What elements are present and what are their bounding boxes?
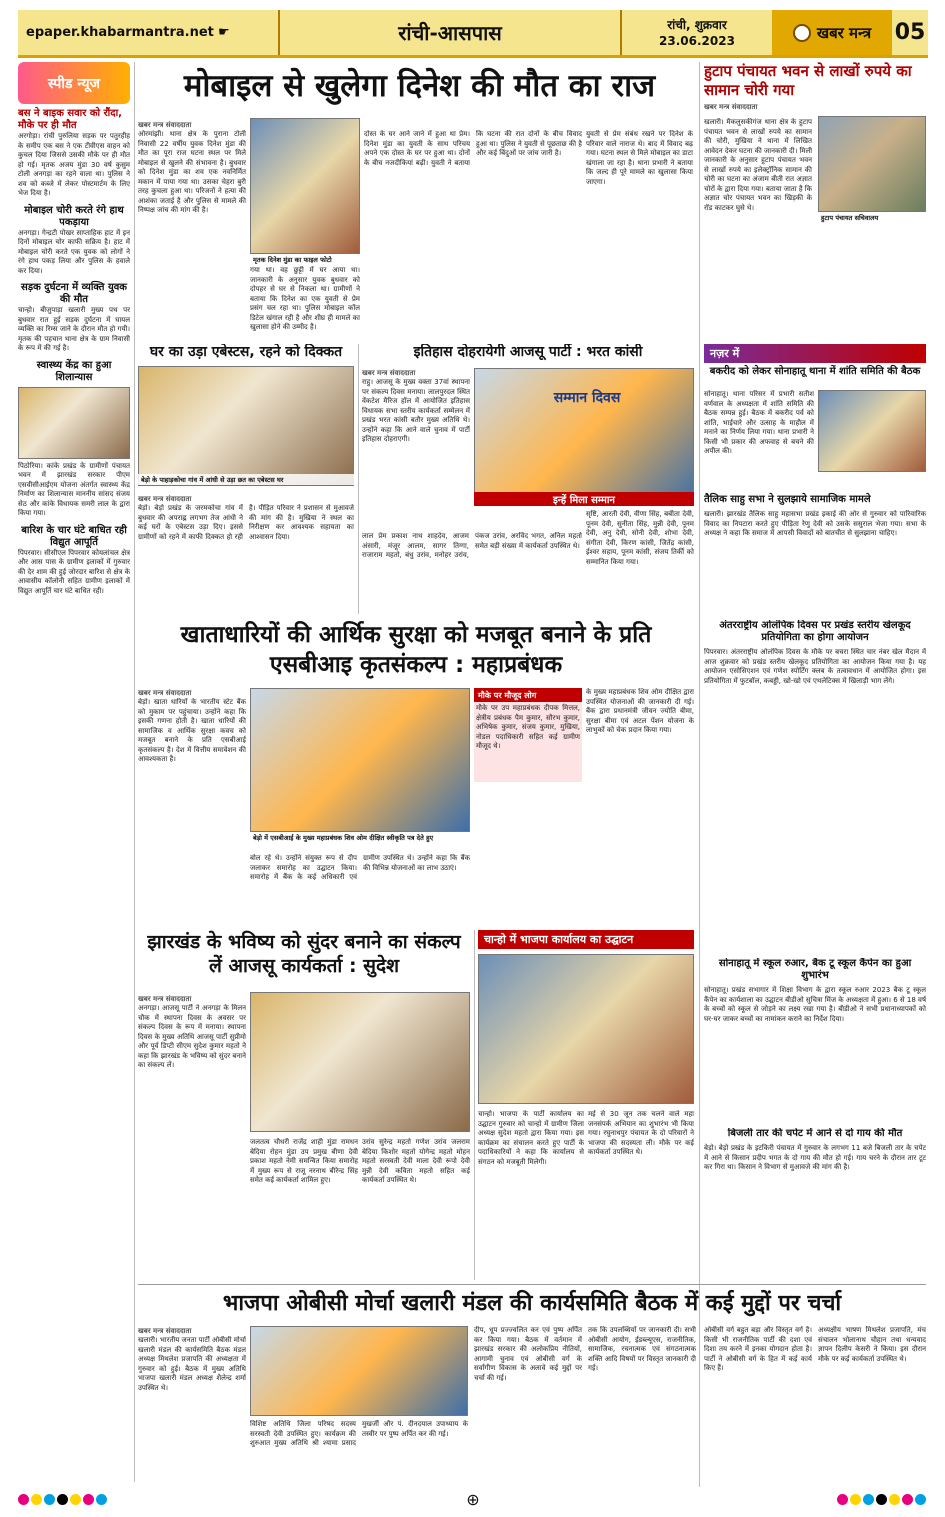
panchayat-photo — [818, 116, 926, 212]
registration-color-dot — [70, 1494, 81, 1505]
speed-item-body: अनगड़ा। गेन्द्रटी पोखर साप्ताहिक हाट में इन दिनों मोबाइल चोर काफी सक्रिय है। हाट में मोबाइल चोरी करते एक युवक को लोगों ने रंगे हाथ पकड़ लिया और पुलिस के हवाले कर दिया। — [18, 228, 130, 275]
cursor-icon: ☛ — [218, 25, 230, 40]
sbi-story — [138, 686, 694, 916]
byline: खबर मन्त्र संवाददाता — [138, 495, 192, 503]
sudesh-body-2: जलतत्व चौधरी राजेंद्र शाही मुंडा रामधन बेदिया रोहन मुंडा उप प्रमुख बीणा देवी प्रकाश महतो नेमी समन्वित किया समारोह में मुख्य रूप से राजू नरनाथ बीरेन्द्र सिंह समेत कई कार्यकर्ता शामिल हुए। — [250, 1138, 358, 1184]
ajsu-body-3: सृष्टि, आरती देवी, वीणा सिंह, बबीता देवी, पूनम देवी, सुनीता सिंह, मुन्नी देवी, पूनम देवी, अनु देवी, सोनी देवी, शोभा देवी, संगीता देवी, किरण कांसी, जितेंद्र कांसी, ईश्वर सहाय, पूनम कांसी, संजय तिर्की को सम्मानित किया गया। — [586, 510, 694, 566]
obc-photo — [250, 1326, 468, 1416]
speed-item-title: सड़क दुर्घटना में व्यक्ति युवक की मौत — [20, 282, 127, 305]
obc-story — [138, 1324, 926, 1484]
sudesh-body-1: अनगड़ा। आजसू पार्टी ने अनगड़ा के मिलन चौक में स्थापना दिवस के अवसर पर संकल्प दिवस के रूप में मनाया। स्थापना दिवस के मुख्य अतिथि आजसू पार्टी सुप्रीमो और पूर्व डिप्टी सीएम सुदेश कुमार महतो ने कहा कि झारखंड के भविष्य को सुंदर बनाने का संकल्प लें। — [138, 1004, 246, 1069]
print-registration-footer — [18, 1488, 928, 1510]
byline: खबर मन्त्र संवाददाता — [138, 689, 192, 697]
speed-item-body: अरगोड़ा। रांची पुरुलिया सड़क पर पतुरहीह के समीप एक बस ने एक टीवीएस वाहन को कुचल दिया जिससे उसकी मौके पर ही मौत हो गई। मृतक अजय मुंडा 30 वर्ष कुसुम टोली अनगड़ा का रहने वाला था। पुलिस ने शव को कब्जे में लेकर पोस्टमार्टम के लिए भेज दिया है। — [18, 132, 130, 197]
date: 23.06.2023 — [659, 33, 735, 48]
obc-body-1: खलारी। भारतीय जनता पार्टी ओबीसी मोर्चा खलारी मंडल की कार्यसमिति बैठक मंडल अध्यक्ष मिथलेश प्रजापति की अध्यक्षता में गुरुवार को हुई। बैठक में मुख्य अतिथि भाजपा खलारी मंडल अध्यक्ष शैलेन्द्र शर्मा उपस्थित थे। — [138, 1336, 246, 1392]
registration-mark-icon: ⊕ — [466, 1489, 480, 1509]
obc-body-5: ओबीसी वर्ग बहुत बड़ा और विस्तृत वर्ग है। किसी भी राजनीतिक पार्टी की दशा एवं दिशा तय करने में इनका योगदान होता है। पार्टी ने ओबीसी वर्ग के हित में कई कार्य किए हैं। — [704, 1326, 812, 1372]
registration-color-dot — [837, 1494, 848, 1505]
ajsu-headline: इतिहास दोहरायेगी आजसू पार्टी : भरत कांसी — [413, 344, 643, 360]
logo-icon — [793, 24, 811, 42]
site-url[interactable]: epaper.khabarmantra.net — [26, 25, 214, 40]
asbestos-body: बेड़ो। बेड़ो प्रखंड के जरमकोचा गांव में बुधवार की अपराह्न लगभग तेज आंधी ने कई घरों के एबेस्टस उड़ा दिए। इससे ग्रामीणों को रहने में काफी दिक्कत हो रही है। पीड़ित परिवार ने प्रशासन से मुआवजे की मांग की है। मुखिया ने स्थल का निरीक्षण कर आवश्यक सहायता का आश्वासन दिया। — [138, 504, 354, 541]
section-title: रांची-आसपास — [278, 10, 622, 55]
photo-caption: इन्हें मिला सम्मान — [474, 492, 694, 506]
registration-color-dot — [44, 1494, 55, 1505]
nazar-section — [704, 344, 926, 614]
sudesh-body-3: उरांव सुरेन्द्र महतो गणेश उरांव जलराम बेदिया किशोर महतो योगेन्द्र महतो मोहन महतो सरस्वती देवी माला देवी रूपो देवी मुन्नी देवी कविता महतो सहित कई कार्यकर्ता उपस्थित थे। — [362, 1138, 470, 1184]
obc-body-6: अध्यक्षीय भाषण मिथलेश प्रजापति, मंच संचालन भोलानाथ चौहान तथा धन्यवाद ज्ञापन दिलीप केसरी ने किया। इस दौरान मौके पर कई कार्यकर्ता उपस्थित थे। — [818, 1326, 926, 1363]
sbi-headline: खाताधारियों की आर्थिक सुरक्षा को मजबूत बनाने के प्रति एसबीआइ कृतसंकल्प : महाप्रबंधक — [180, 622, 652, 678]
nazar-body: सोनाहातू। थाना परिसर में प्रभारी सतीश वर्णवाल के अध्यक्षता में शांति समिति की बैठक सम्पन्न हुई। बैठक में बकरीद पर्व को शांति, भाईचारे और उत्साह के माहौल में मनाने का निर्णय लिया गया। थाना प्रभारी ने किसी भी प्रकार की अफवाह से बचने की अपील की। — [704, 390, 814, 455]
obc-body-2: विशिष्ट अतिथि जिला परिषद सदस्य सरस्वती देवी उपस्थित हुए। कार्यक्रम की शुरुआत मुख्य अतिथि श्री श्यामा प्रसाद मुखर्जी और पं. दीनदयाल उपाध्याय के तस्वीर पर पुष्प अर्पित कर की गई। — [250, 1420, 468, 1447]
nazar-tag: नज़र में — [704, 344, 926, 363]
sbi-body-3: के मुख्य महाप्रबंधक शिव ओम दीक्षित द्वारा उपस्थित योजनाओं की जानकारी दी गई। बैंक द्वारा प्रधानमंत्री जीवन ज्योति बीमा, सुरक्षा बीमा एवं अटल पेंशन योजना के लाभुकों को चेक प्रदान किया गया। — [586, 688, 694, 734]
brand-name: खबर मन्त्र — [816, 23, 872, 42]
asbestos-photo — [138, 366, 354, 486]
lead-body-2: गया था। वह छुट्टी में घर आया था। जानकारी के अनुसार युवक बुधवार को दोपहर से घर से निकला था। ग्रामीणों ने बताया कि दिनेश का एक युवती से प्रेम प्रसंग चल रहा था। पुलिस मोबाइल कॉल डिटेल खंगाल रही है और शीघ्र ही मामले का खुलासा होने की उम्मीद है। — [250, 266, 360, 331]
registration-color-dot — [876, 1494, 887, 1505]
photo-caption: बेड़ो के पाहाड़कोचा गांव में आंधी से उड़ा छत का एबेस्टस घर — [138, 474, 354, 485]
registration-color-dot — [96, 1494, 107, 1505]
lead-body-3: दोस्त के घर आने जाने में हुआ था प्रेम। दिनेश मुंडा का युवती के साथ परिचय अपने एक दोस्त के घर पर हुआ था। दोनों के बीच नजदीकियां बढ़ी। युवती ने बताया कि घटना की रात दोनों के बीच विवाद हुआ था। पुलिस ने युवती से पूछताछ की है और कई बिंदुओं पर जांच जारी है। — [364, 130, 582, 167]
theft-body: खलारी। मैकलुसकीगंज थाना क्षेत्र के हुटाप पंचायत भवन से लाखों रुपये का सामान की चोरी, मुखिया ने थाना में लिखित आवेदन देकर घटना की जानकारी दी। मिली जानकारी के अनुसार हुटाप पंचायत भवन से लाखों रुपये का इलेक्ट्रॉनिक सामान की चोरी का घटना का अंजाम बीती रात अज्ञात चोरों के द्वारा दिया गया। बताया जाता है कि अज्ञात चोर पंचायत भवन का खिड़की के रॉड काटकर घुसे थे। — [704, 118, 812, 212]
nazar-headline: बकरीद को लेकर सोनाहातू थाना में शांति समिति की बैठक — [709, 366, 921, 377]
theft-headline: हुटाप पंचायत भवन से लाखों रुपये का सामान चोरी गया — [704, 62, 912, 99]
page-number: 05 — [894, 20, 926, 45]
registration-color-dot — [863, 1494, 874, 1505]
red-body: मौके पर उप महाप्रबंधक दीपक मित्तल, क्षेत्रीय प्रबंधक पैम कुमार, सौरभ कुमार, अभिषेक कुमार, संजय कुमार, मुखिया, नोडल पदाधिकारी सहित कई ग्रामीण मौजूद थे। — [474, 702, 582, 782]
registration-color-dot — [18, 1494, 29, 1505]
photo-caption: हुटाप पंचायत सचिवालय — [818, 212, 926, 223]
sudesh-headline: झारखंड के भविष्य को सुंदर बनाने का संकल्प लें आजसू कार्यकर्ता : सुदेश — [147, 931, 461, 977]
speed-item-title: स्वास्थ्य केंद्र का हुआ शिलान्यास — [36, 359, 112, 383]
brand-logo — [772, 10, 892, 55]
speed-item-title: मोबाइल चोरी करते रंगे हाथ पकड़ाया — [24, 204, 124, 228]
lead-photo — [250, 118, 360, 254]
registration-color-dot — [31, 1494, 42, 1505]
speed-item-body: पिपरवार। सीसीएल पिपरवार कोयलांचल क्षेत्र और आस पास के ग्रामीण इलाकों में गुरुवार की देर शाम की हुई जोरदार बारिश से क्षेत्र के आवासीय कॉलोनी सहित ग्रामीण इलाकों में विद्युत आपूर्ति चार घंटे बाधित रही। — [18, 548, 130, 595]
electric-headline: बिजली तार की चपेट में आने से दो गाय की मौत — [727, 1128, 903, 1139]
ajsu-body-1: राहु। आजसू के मुख्य वक्ता 37वां स्थापना पर संकल्प दिवस मनाया। लालपुरदल स्थित वेंकटेश मैरिज हॉल में आयोजित इतिहास विधायक सभा स्तरीय कार्यकर्ता सम्मेलन में प्रखंड भरत कांसी बतौर मुख्य अतिथि थे। उन्होंने कहा कि आने वाले चुनाव में पार्टी इतिहास दोहराएगी। — [362, 378, 470, 443]
registration-color-dot — [902, 1494, 913, 1505]
sbi-body-2: बोल रहे थे। उन्होंने संयुक्त रूप से दीप जलाकर समारोह का उद्घाटन किया। समारोह में बैंक के कई अधिकारी एवं ग्रामीण उपस्थित थे। उन्होंने कहा कि बैंक की विभिन्न योजनाओं का लाभ उठाएं। — [250, 854, 470, 881]
color-dots-left — [18, 1490, 109, 1509]
school-body: सोनाहातू। प्रखंड सभागार में शिक्षा विभाग के द्वारा स्कूल रुआर 2023 बैक टू स्कूल कैंपेन का कार्यशाला का उद्घाटन बीडीओ सुचित्रा मिंज के अध्यक्षता में हुआ। 6 से 18 वर्ष के बच्चों को स्कूल से जोड़ने का लक्ष्य रखा गया है। बीडीओ ने सभी प्रधानाध्यापकों को घर-घर जाकर बच्चों का नामांकन कराने का निर्देश दिया। — [704, 986, 926, 1023]
page-header — [18, 10, 928, 58]
registration-color-dot — [889, 1494, 900, 1505]
registration-color-dot — [850, 1494, 861, 1505]
asbestos-story — [138, 344, 354, 614]
obc-headline: भाजपा ओबीसी मोर्चा खलारी मंडल की कार्यसमिति बैठक में कई मुद्दों पर चर्चा — [222, 1291, 842, 1316]
bjp-body-1: चान्हो। भाजपा के पार्टी कार्यालय का उद्घाटन गुरुवार को चान्हो में ग्रामीण जिला अध्यक्ष सुदेश महतो द्वारा किया गया। इस कार्यक्रम का संचालन करते हुए पार्टी के पदाधिकारियों ने कहा कि कार्यालय से संगठन को मजबूती मिलेगी। — [478, 1110, 584, 1166]
sudesh-photo — [250, 992, 470, 1132]
lead-body-1: ओरमांझी। थाना क्षेत्र के पुराना टोली निवासी 22 वर्षीय युवक दिनेश मुंडा की मौत का पूरा राज घटना स्थल पर मिले मोबाइल से खुलने की संभावना है। बुधवार को दिनेश मुंडा का शव एक नवनिर्मित मकान में पाया गया था। उसका चेहरा बुरी तरह कुचला हुआ था। परिजनों ने हत्या की आशंका जताई है और पुलिस से मामले की निष्पक्ष जांच की मांग की है। — [138, 130, 246, 214]
banner-text: सम्मान दिवस — [553, 390, 621, 406]
olympic-story — [704, 620, 926, 950]
school-headline: सोनाहातू में स्कूल रुआर, बैक टू स्कूल कैंपेन का हुआ शुभारंभ — [718, 958, 912, 981]
nazar-photo — [818, 390, 926, 472]
ajsu-story — [362, 344, 694, 614]
sbi-photo — [250, 688, 470, 832]
speed-news-label: स्पीड न्यूज — [18, 62, 130, 104]
red-tag: मौके पर मौजूद लोग — [474, 688, 582, 703]
sahu-body: खलारी। झारखंड तैलिक साहु महासभा प्रखंड इकाई की ओर से गुरुवार को पारिवारिक विवाद का निपटारा करते हुए पीड़िता रेणु देवी को उसके ससुराल भेजा गया। सभा के अध्यक्ष ने कहा कि समाज में आपसी विवादों को बातचीत से सुलझाना चाहिए। — [704, 510, 926, 537]
speed-item-title: बस ने बाइक सवार को रौंदा, मौके पर ही मौत — [18, 108, 122, 131]
olympic-body: पिपरवार। अंतरराष्ट्रीय ओलंपिक दिवस के मौके पर बचरा स्थित चार नंबर खेल मैदान में आज शुक्रवार को प्रखंड स्तरीय खेलकूद प्रतियोगिता का आयोजन किया गया है। यह आयोजन एसोसिएशन एवं गणेश स्पोर्टिंग क्लब के तत्वावधान में आयोजित होगा। इस प्रतियोगिता में फुटबॉल, कबड्डी, खो-खो एवं एथलेटिक्स में खिलाड़ी भाग लेंगे। — [704, 648, 926, 685]
lead-story — [138, 118, 693, 338]
asbestos-headline: घर का उड़ा एबेस्टस, रहने को दिक्कत — [149, 344, 343, 360]
lead-body-4: युवती से प्रेम संबंध रखने पर दिनेश के परिवार वाले नाराज थे। बाद में विवाद बढ़ गया। घटना स्थल से मिले मोबाइल का डाटा खंगाला जा रहा है। थाना प्रभारी ने बताया कि जल्द ही पूरे मामले का खुलासा किया जाएगा। — [586, 130, 693, 186]
school-story — [704, 958, 926, 1120]
bjp-office-photo — [478, 954, 694, 1104]
registration-color-dot — [83, 1494, 94, 1505]
lead-headline: मोबाइल से खुलेगा दिनेश की मौत का राज — [183, 68, 656, 104]
speed-item-body: चान्हो। बीजुपाड़ा खलारी मुख्य पथ पर बुधवार रात हुई सड़क दुर्घटना में घायल व्यक्ति का रिम्स जाने के दौरान मौत हो गयी। मृतक की पहचान थाना क्षेत्र के ग्राम निवासी के रूप में की गई है। — [18, 306, 130, 352]
olympic-headline: अंतरराष्ट्रीय ओलंपिक दिवस पर प्रखंड स्तरीय खेलकूद प्रतियोगिता का होगा आयोजन — [719, 620, 911, 643]
byline: खबर मन्त्र संवाददाता — [362, 369, 416, 377]
byline: खबर मन्त्र संवाददाता — [704, 103, 758, 111]
speed-item-title: बारिश के चार घंटे बाधित रही विद्युत आपूर्ति — [21, 524, 127, 548]
city-day: रांची, शुक्रवार — [667, 17, 727, 32]
speed-news-column — [18, 62, 130, 1482]
bjp-office-headline: चान्हो में भाजपा कार्यालय का उद्घाटन — [478, 930, 694, 949]
photo-caption: बेड़ो में एसबीआई के मुख्य महाप्रबंधक शिव ओम दीक्षित स्वीकृति पत्र देते हुए — [250, 832, 470, 843]
dateline — [622, 17, 772, 49]
health-centre-photo — [18, 387, 130, 459]
sudesh-story — [138, 930, 470, 1280]
sbi-body-1: बेड़ो। खाता धारियों के भारतीय स्टेट बैंक को मुकाम पर पहुंचाया। उन्होंने कहा कि इसकी गणना होती है। खाता धारियों की सामाजिक व आर्थिक सुरक्षा कवच को मजबूत बनाने के प्रति एसबीआई कृतसंकल्प है। देश में वित्तीय समावेशन की आवश्यकता है। — [138, 698, 246, 763]
byline: खबर मन्त्र संवाददाता — [138, 121, 192, 129]
color-dots-right — [837, 1490, 928, 1509]
byline: खबर मन्त्र संवाददाता — [138, 1327, 192, 1335]
registration-color-dot — [57, 1494, 68, 1505]
bjp-office-story — [478, 930, 694, 1280]
obc-body-4: तक कि उपलब्धियों पर जानकारी दी। सभी ओबीसी आयोग, ईडब्ल्यूएस, राजनीतिक, सामाजिक, रचनात्मक एवं संगठनात्मक शक्ति आदि विषयों पर विस्तृत जानकारी दी गई। — [588, 1326, 696, 1372]
panchayat-theft-story — [704, 62, 926, 332]
photo-caption: मृतक दिनेश मुंडा का फाइल फोटो — [250, 254, 360, 265]
ajsu-body-2: लाल प्रेम प्रकाश नाथ शाहदेव, आजम अंसारी, मंजूर आलम, सागर तिग्गा, राजाराम महतो, बंधु उरांव, मनोहर उरांव, पंकज उरांव, अरविंद भगत, अनिल महतो समेत बड़ी संख्या में कार्यकर्ता उपस्थित थे। — [362, 532, 582, 559]
electric-story — [704, 1128, 926, 1280]
electric-body: बेड़ो। बेड़ो प्रखंड के इटकिरी पंचायत में गुरुवार के लगभग 11 बजे बिजली तार के चपेट में आने से किसान प्रदीप भगत के दो गाय की मौत हो गई। गाय चरने के दौरान तार टूट कर गिरा था। किसान ने विभाग से मुआवजे की मांग की है। — [704, 1144, 926, 1171]
obc-body-3: दीप, धूप प्रज्ज्वलित कर एवं पुष्प अर्पित कर किया गया। बैठक में वर्तमान में झारखंड सरकार की अलोकप्रिय नीतियों, आगामी चुनाव एवं ओबीसी वर्ग के सर्वांगीण विकास के अलावे कई मुद्दों पर चर्चा की गई। — [474, 1326, 582, 1382]
sahu-headline: तैलिक साहु सभा ने सुलझाये सामाजिक मामले — [704, 494, 871, 505]
speed-item-body: पिठोरिया। कांके प्रखंड के ग्रामीणों पंचायत भवन में झारखंड सरकार पीएम एसवीसीआईएम योजना अंतर्गत स्वास्थ्य केंद्र निर्माण का शिलान्यास माननीय सांसद संजय सेठ और कांके विधायक समरी लाल के द्वारा किया गया। — [18, 461, 130, 517]
bjp-body-2: मई से 30 जून तक चलने वाले महा जनसंपर्क अभियान का शुभारंभ भी किया गया। रघुनाथपुर पंचायत के दो परिवारों ने भाजपा की सदस्यता ली। मौके पर कई कार्यकर्ता उपस्थित थे। — [588, 1110, 694, 1156]
registration-color-dot — [915, 1494, 926, 1505]
byline: खबर मन्त्र संवाददाता — [138, 995, 192, 1003]
